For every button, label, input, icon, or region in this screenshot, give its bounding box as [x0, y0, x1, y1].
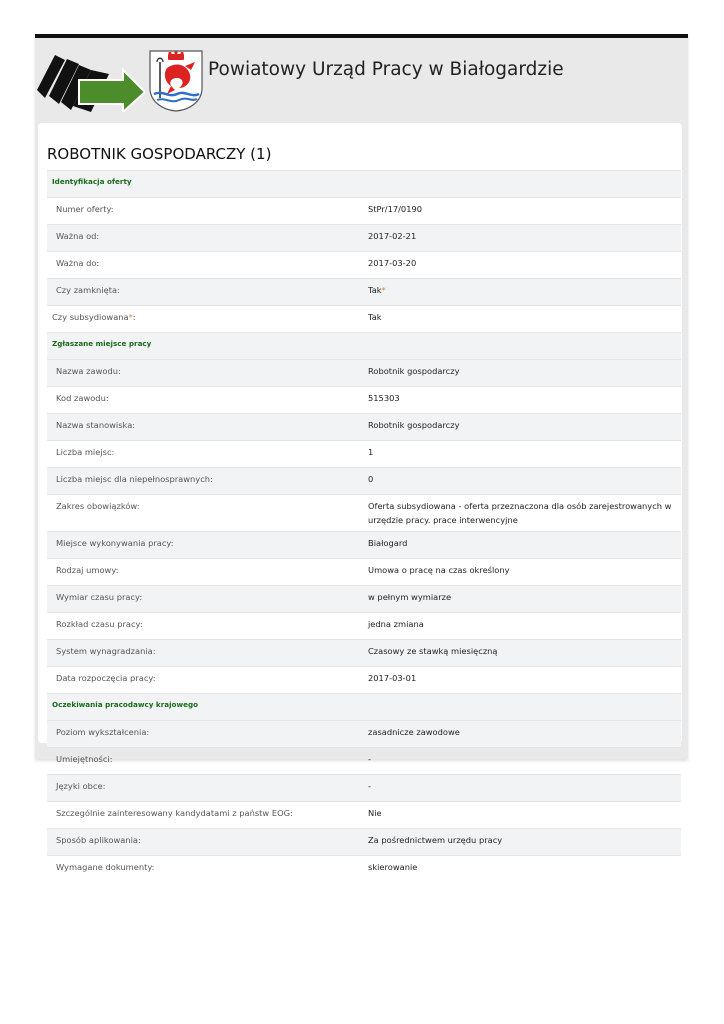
row-value: 1	[362, 441, 681, 468]
required-marker: *	[381, 285, 386, 295]
offer-panel	[38, 123, 682, 872]
offer-details-table	[47, 170, 681, 882]
row-label: Wymagane dokumenty:	[47, 856, 362, 883]
row-label: Umiejętności:	[47, 748, 362, 775]
row-value: jedna zmiana	[362, 613, 681, 640]
row-label: Ważna do:	[47, 252, 362, 279]
section-header-expectations	[47, 694, 681, 721]
closed-value: Tak	[368, 285, 382, 295]
row-label: Nazwa stanowiska:	[47, 414, 362, 441]
row-value: Białogard	[362, 532, 681, 559]
table-row-pay-system	[47, 640, 681, 667]
table-row-duties	[47, 495, 681, 532]
table-row-valid-to	[47, 252, 681, 279]
table-row-subsidized	[47, 306, 681, 333]
table-row-position-name	[47, 414, 681, 441]
section-title: Identyfikacja oferty	[47, 171, 681, 198]
office-name: Powiatowy Urząd Pracy w Białogardzie	[208, 59, 564, 80]
offer-title: ROBOTNIK GOSPODARCZY (1)	[47, 145, 272, 163]
row-value: Tak	[362, 306, 681, 333]
section-title: Oczekiwania pracodawcy krajowego	[47, 694, 681, 721]
row-label: Nazwa zawodu:	[47, 360, 362, 387]
row-label: Języki obce:	[47, 775, 362, 802]
subsidized-label: Czy subsydiowana	[52, 312, 129, 322]
row-label: Zakres obowiązków:	[47, 495, 362, 532]
page-frame	[35, 34, 688, 872]
label-colon: :	[132, 312, 136, 322]
office-logo-icon	[37, 50, 145, 112]
table-row-occupation-code	[47, 387, 681, 414]
row-label: Miejsce wykonywania pracy:	[47, 532, 362, 559]
row-value: 2017-03-20	[362, 252, 681, 279]
row-value: Robotnik gospodarczy	[362, 360, 681, 387]
row-label: Liczba miejsc dla niepełnosprawnych:	[47, 468, 362, 495]
table-row-contract-type	[47, 559, 681, 586]
row-value: skierowanie	[362, 856, 681, 883]
row-label: Czy zamknięta:	[47, 279, 362, 306]
row-label: Rodzaj umowy:	[47, 559, 362, 586]
row-value: Robotnik gospodarczy	[362, 414, 681, 441]
row-label: Poziom wykształcenia:	[47, 721, 362, 748]
row-value: Oferta subsydiowana - oferta przeznaczona dla osób zarejestrowanych w urzędzie pracy. prace interwencyjne	[362, 495, 681, 532]
row-value: -	[362, 748, 681, 775]
section-header-identification	[47, 171, 681, 198]
row-label: Ważna od:	[47, 225, 362, 252]
table-row-eog	[47, 802, 681, 829]
section-title: Zgłaszane miejsce pracy	[47, 333, 681, 360]
row-value	[362, 279, 681, 306]
row-value: Czasowy ze stawką miesięczną	[362, 640, 681, 667]
table-row-education	[47, 721, 681, 748]
table-row-documents	[47, 856, 681, 883]
row-label: Sposób aplikowania:	[47, 829, 362, 856]
required-marker: *	[128, 312, 133, 322]
table-row-languages	[47, 775, 681, 802]
row-value: Umowa o pracę na czas określony	[362, 559, 681, 586]
table-row-location	[47, 532, 681, 559]
crest-icon	[149, 50, 203, 112]
table-row-skills	[47, 748, 681, 775]
row-label: Liczba miejsc:	[47, 441, 362, 468]
table-row-working-time	[47, 586, 681, 613]
row-label: Wymiar czasu pracy:	[47, 586, 362, 613]
row-value: zasadnicze zawodowe	[362, 721, 681, 748]
table-row-offer-number	[47, 198, 681, 225]
row-value: w pełnym wymiarze	[362, 586, 681, 613]
row-value: -	[362, 775, 681, 802]
row-label: Numer oferty:	[47, 198, 362, 225]
table-row-vacancies	[47, 441, 681, 468]
table-row-occupation-name	[47, 360, 681, 387]
row-value: 2017-03-01	[362, 667, 681, 694]
table-row-closed	[47, 279, 681, 306]
row-label: Rozkład czasu pracy:	[47, 613, 362, 640]
row-value: 515303	[362, 387, 681, 414]
row-value: Za pośrednictwem urzędu pracy	[362, 829, 681, 856]
row-value: Nie	[362, 802, 681, 829]
row-label	[47, 306, 362, 333]
row-label: Kod zawodu:	[47, 387, 362, 414]
table-row-vacancies-disabled	[47, 468, 681, 495]
table-row-schedule	[47, 613, 681, 640]
row-label: Data rozpoczęcia pracy:	[47, 667, 362, 694]
table-row-valid-from	[47, 225, 681, 252]
row-value: StPr/17/0190	[362, 198, 681, 225]
header	[35, 38, 688, 116]
section-header-workplace	[47, 333, 681, 360]
row-label: System wynagradzania:	[47, 640, 362, 667]
row-value: 2017-02-21	[362, 225, 681, 252]
row-label: Szczególnie zainteresowany kandydatami z państw EOG:	[47, 802, 362, 829]
row-value: 0	[362, 468, 681, 495]
table-row-start-date	[47, 667, 681, 694]
table-row-application-method	[47, 829, 681, 856]
